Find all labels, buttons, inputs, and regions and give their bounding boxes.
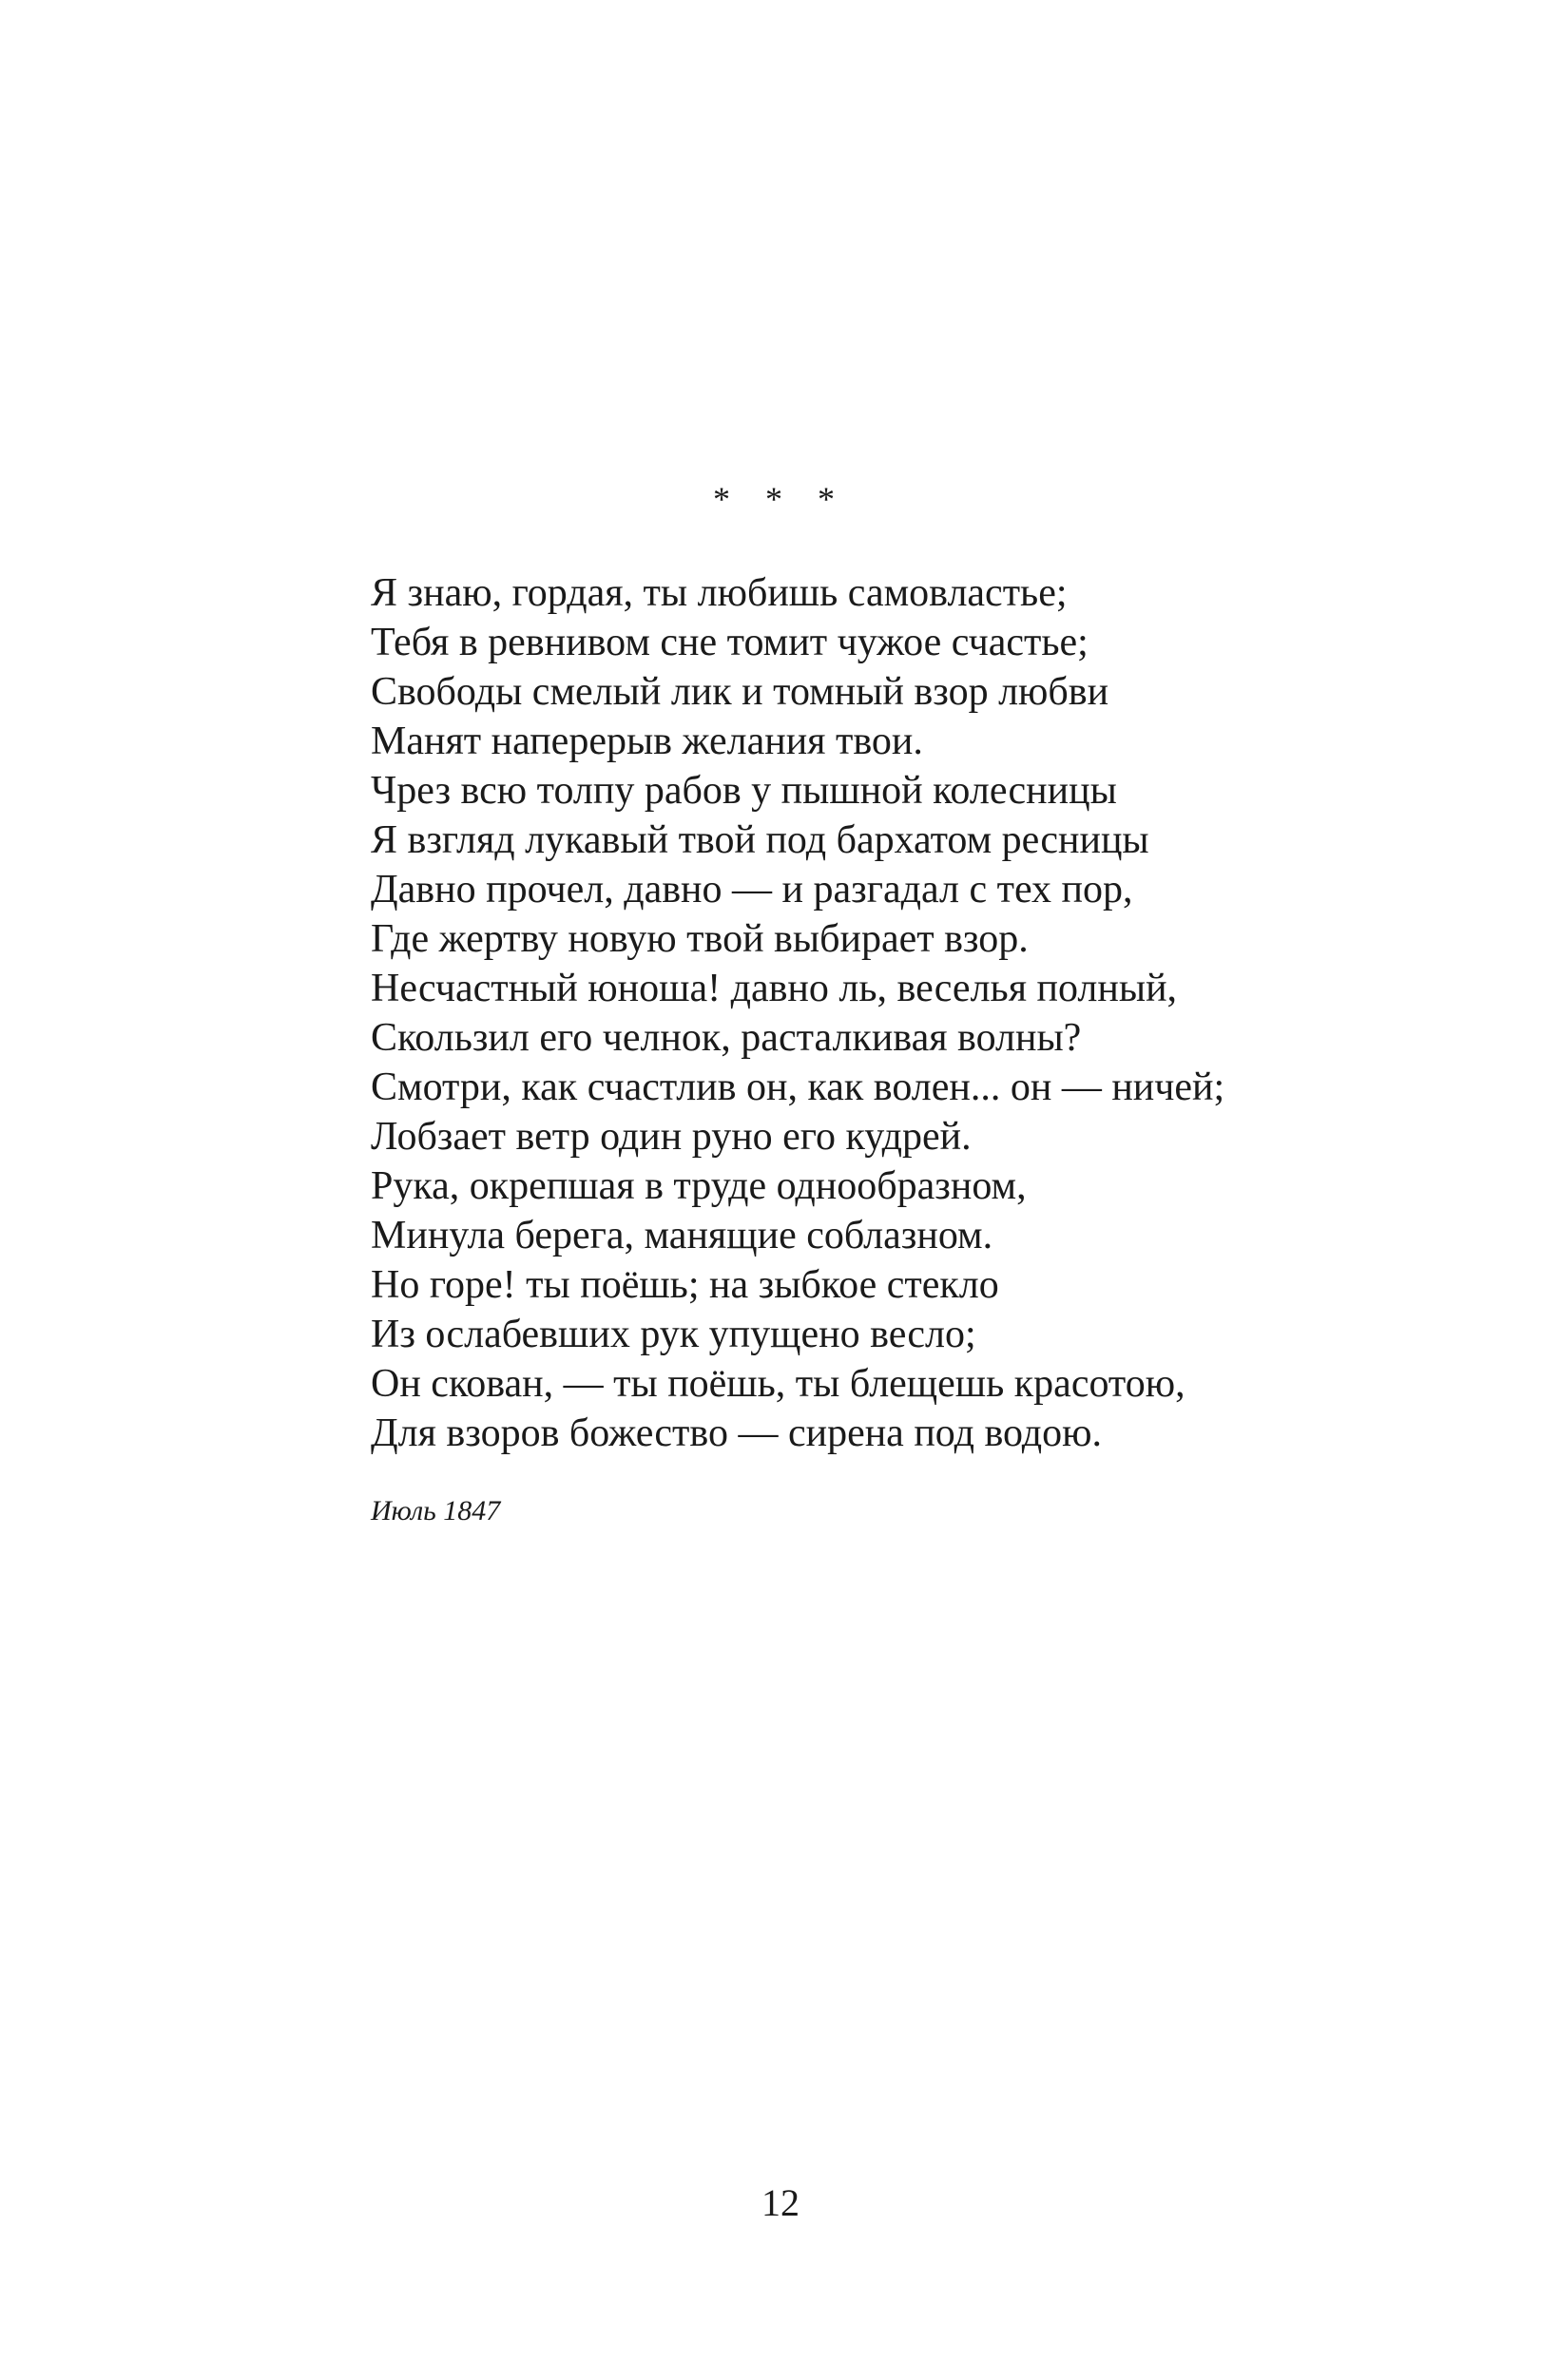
poem-line: Лобзает ветр один руно его кудрей.: [371, 1115, 972, 1159]
poem-line: Рука, окрепшая в труде однообразном,: [371, 1164, 1027, 1208]
poem-line: Но горе! ты поёшь; на зыбкое стекло: [371, 1263, 999, 1307]
page-number: 12: [761, 2181, 800, 2224]
poem-line: Смотри, как счастлив он, как волен... он — ничей;: [371, 1065, 1225, 1109]
poem-body: [371, 568, 1416, 1458]
poem-line: Манят наперерыв желания твои.: [371, 720, 923, 763]
poem-line: Он скован, — ты поёшь, ты блещешь красотою,: [371, 1362, 1185, 1406]
poem-line: Скользил его челнок, расталкивая волны?: [371, 1016, 1082, 1060]
poem-line: Давно прочел, давно — и разгадал с тех пор,: [371, 868, 1133, 912]
poem-line: Чрез всю толпу рабов у пышной колесницы: [371, 769, 1117, 813]
poem-separator: * * *: [713, 480, 848, 518]
poem-line: Из ослабевших рук упущено весло;: [371, 1313, 976, 1356]
poem-line: Несчастный юноша! давно ль, веселья полный,: [371, 967, 1178, 1010]
poem-line: Где жертву новую твой выбирает взор.: [371, 917, 1029, 961]
poem-line: Минула берега, манящие соблазном.: [371, 1214, 993, 1257]
poem-line: Я взгляд лукавый твой под бархатом ресницы: [371, 818, 1149, 862]
poem-line: Тебя в ревнивом сне томит чужое счастье;: [371, 621, 1089, 664]
poem-line: Свободы смелый лик и томный взор любви: [371, 670, 1109, 714]
poem-date: Июль 1847: [371, 1495, 501, 1526]
poem-line: Для взоров божество — сирена под водою.: [371, 1411, 1103, 1455]
poem-line: Я знаю, гордая, ты любишь самовластье;: [371, 571, 1068, 615]
